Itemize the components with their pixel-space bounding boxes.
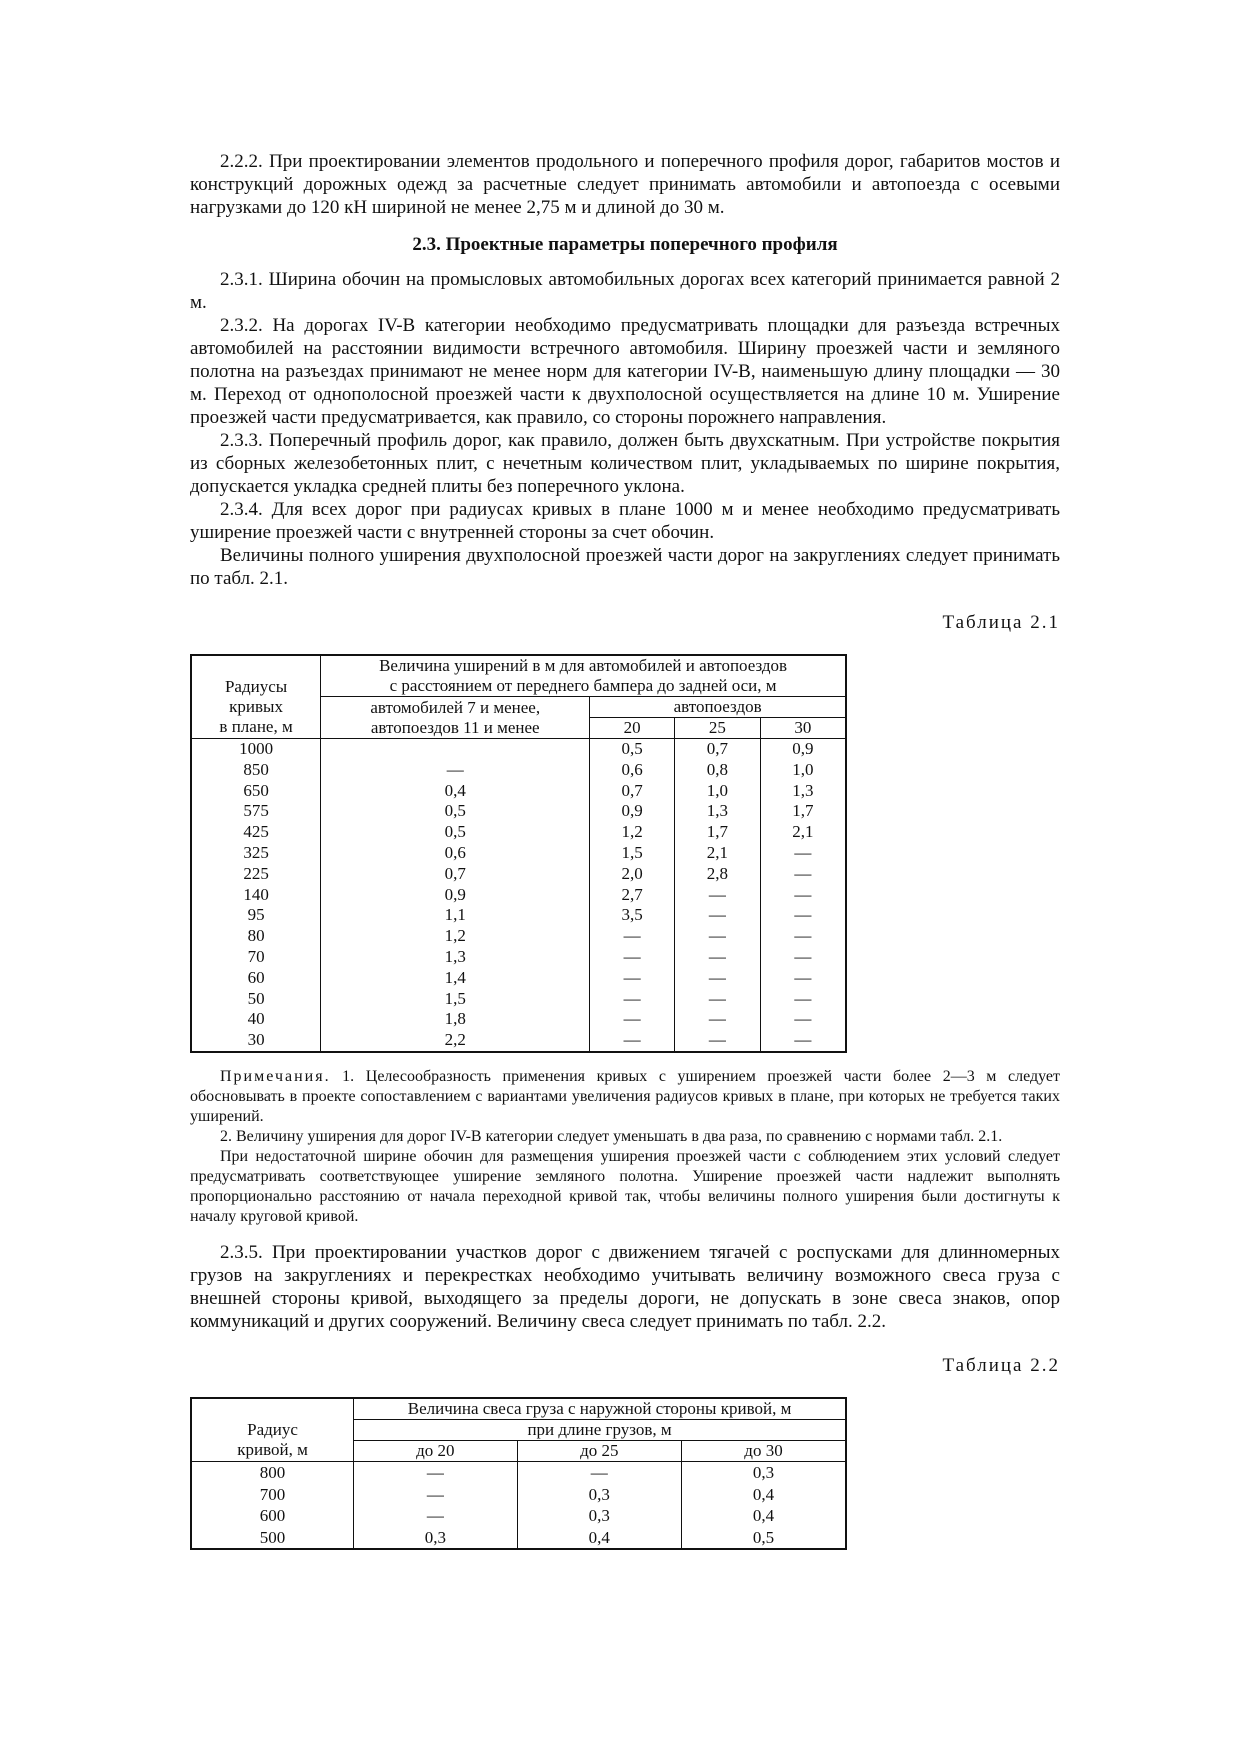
table-cell: 0,6 (590, 760, 675, 781)
table-cell: — (354, 1461, 517, 1483)
table-cell: 60 (191, 968, 321, 989)
table-1-header-trains: автопоездов (590, 697, 846, 718)
table-2-header-group-2: при длине грузов, м (354, 1419, 846, 1440)
table-cell: 0,4 (682, 1484, 846, 1506)
header-text: в плане, м (219, 717, 293, 736)
table-cell: — (760, 905, 846, 926)
table-cell: 700 (191, 1484, 354, 1506)
table-2-header-col: до 25 (517, 1440, 681, 1461)
table-cell: — (760, 947, 846, 968)
table-row (191, 1461, 846, 1483)
table-2-2-caption: Таблица 2.2 (942, 1354, 1060, 1376)
table-cell: 325 (191, 843, 321, 864)
table-row (191, 1030, 846, 1052)
table-2-1-caption: Таблица 2.1 (942, 612, 1060, 633)
table-cell: 0,5 (321, 822, 590, 843)
table-cell: 0,8 (675, 760, 761, 781)
table-cell: — (590, 1030, 675, 1052)
table-cell: 2,0 (590, 864, 675, 885)
table-cell: 0,7 (675, 739, 761, 760)
table-1-header-col: 30 (760, 718, 846, 739)
table-row (191, 1009, 846, 1030)
table-cell: 0,3 (517, 1484, 681, 1506)
table-row (191, 1505, 846, 1527)
header-text: Радиус (247, 1419, 298, 1439)
table-1-body (191, 739, 846, 1052)
table-2-header-col: до 30 (682, 1440, 846, 1461)
table-cell: — (760, 926, 846, 947)
table-cell: 70 (191, 947, 321, 968)
table-cell: 1,7 (675, 822, 761, 843)
table-cell: — (760, 843, 846, 864)
header-text: Величина уширений в м для автомобилей и автопоездов (379, 656, 788, 675)
note-1-text: 1. Целесообразность применения кривых с уширением проезжей части более 2—3 м следует обосновывать в проекте сопоставлением с вариантами увеличения радиусов кривых в плане, при которых не требуется таких уширений. (190, 1067, 1061, 1125)
table-cell: — (675, 968, 761, 989)
note-2: 2. Величину уширения для дорог IV-В категории следует уменьшать в два раза, по сравнению с нормами табл. 2.1. (220, 1127, 1003, 1145)
table-cell: 2,2 (321, 1030, 590, 1052)
table-cell: 1,5 (321, 989, 590, 1010)
paragraph-2-3-1: 2.3.1. Ширина обочин на промысловых автомобильных дорогах всех категорий принимается равной 2 м. (190, 269, 1060, 313)
table-cell: 30 (191, 1030, 321, 1052)
table-1-header-col: 20 (590, 718, 675, 739)
table-1-header-radius (191, 655, 321, 739)
table-cell: 0,7 (321, 864, 590, 885)
table-cell: — (321, 760, 590, 781)
table-cell: 1,8 (321, 1009, 590, 1030)
document-page (190, 150, 1060, 1550)
table-cell: 1,3 (675, 801, 761, 822)
table-cell: 2,7 (590, 885, 675, 906)
table-cell: 225 (191, 864, 321, 885)
table-row (191, 947, 846, 968)
table-cell: 0,5 (321, 801, 590, 822)
table-cell: 1,2 (321, 926, 590, 947)
table-cell: 3,5 (590, 905, 675, 926)
table-1-header-cars (321, 697, 590, 739)
table-cell: 1,1 (321, 905, 590, 926)
table-row (191, 1484, 846, 1506)
table-cell: — (675, 947, 761, 968)
paragraph-2-3-2: 2.3.2. На дорогах IV-В категории необходимо предусматривать площадки для разъезда встречных автомобилей на расстоянии видимости встречного автомобиля. Ширину проезжей части и земляного полотна на разъездах принимают не менее норм для категории IV-В, наименьшую длину площадки — 30 м. Переход от однополосной проезжей части к двухполосной осуществляется на длине 10 м. Уширение проезжей части предусматривается, как правило, со стороны порожнего направления. (190, 315, 1060, 428)
table-row (191, 739, 846, 760)
paragraph-2-3-3: 2.3.3. Поперечный профиль дорог, как правило, должен быть двухскатным. При устройстве покрытия из сборных железобетонных плит, с нечетным количеством плит, укладываемых по ширине покрытия, допускается укладка средней плиты без поперечного уклона. (190, 430, 1060, 497)
table-cell: 2,8 (675, 864, 761, 885)
table-row (191, 822, 846, 843)
paragraph-2-2-2: 2.2.2. При проектировании элементов продольного и поперечного профиля дорог, габаритов мостов и конструкций дорожных одежд за расчетные следует принимать автомобили и автопоезда с осевыми нагрузками до 120 кН шириной не менее 2,75 м и длиной до 30 м. (190, 151, 1060, 218)
table-row (191, 926, 846, 947)
table-cell: — (590, 947, 675, 968)
table-cell: 2,1 (675, 843, 761, 864)
table-cell: — (760, 1009, 846, 1030)
table-cell: — (517, 1461, 681, 1483)
table-cell: — (675, 885, 761, 906)
note-1 (190, 1067, 1060, 1127)
table-2-1 (190, 654, 847, 1053)
table-cell: 2,1 (760, 822, 846, 843)
table-cell: 0,4 (517, 1527, 681, 1550)
table-cell: 1,3 (321, 947, 590, 968)
paragraph-widening: Величины полного уширения двухполосной проезжей части дорог на закруглениях следует принимать по табл. 2.1. (190, 545, 1060, 589)
table-2-header-col: до 20 (354, 1440, 517, 1461)
header-text: Радиусы (224, 677, 288, 696)
table-cell: — (590, 1009, 675, 1030)
notes-block (190, 1067, 1060, 1227)
table-2-body (191, 1461, 846, 1549)
table-cell: 1,0 (760, 760, 846, 781)
table-cell: — (675, 905, 761, 926)
table-2-header-radius (191, 1398, 354, 1462)
table-cell: 0,6 (321, 843, 590, 864)
table-cell: — (760, 885, 846, 906)
table-cell: — (760, 968, 846, 989)
table-cell: 425 (191, 822, 321, 843)
table-cell: 1,5 (590, 843, 675, 864)
table-cell: 40 (191, 1009, 321, 1030)
table-1-header-group (321, 655, 846, 697)
table-cell: 0,3 (354, 1527, 517, 1550)
table-cell (321, 739, 590, 760)
table-row (191, 989, 846, 1010)
table-row (191, 801, 846, 822)
table-cell: 80 (191, 926, 321, 947)
table-cell: — (760, 864, 846, 885)
table-row (191, 885, 846, 906)
table-row (191, 760, 846, 781)
table-cell: 500 (191, 1527, 354, 1550)
table-cell: 0,4 (682, 1505, 846, 1527)
paragraph-2-3-4: 2.3.4. Для всех дорог при радиусах кривых в плане 1000 м и менее необходимо предусматривать уширение проезжей части с внутренней стороны за счет обочин. (190, 499, 1060, 543)
header-text: автомобилей 7 и менее, (370, 697, 541, 717)
table-cell: 0,3 (517, 1505, 681, 1527)
table-cell: 1,7 (760, 801, 846, 822)
table-cell: 1000 (191, 739, 321, 760)
table-cell: 1,2 (590, 822, 675, 843)
table-cell: 50 (191, 989, 321, 1010)
table-cell: 0,4 (321, 781, 590, 802)
table-2-2 (190, 1397, 847, 1550)
table-cell: 0,5 (590, 739, 675, 760)
table-cell: — (590, 926, 675, 947)
table-cell: 0,3 (682, 1461, 846, 1483)
table-cell: — (675, 989, 761, 1010)
header-text: с расстоянием от переднего бампера до задней оси, м (389, 676, 777, 695)
table-cell: 1,3 (760, 781, 846, 802)
table-cell: 575 (191, 801, 321, 822)
table-cell: 0,9 (321, 885, 590, 906)
table-row (191, 968, 846, 989)
table-cell: 140 (191, 885, 321, 906)
table-cell: — (760, 1030, 846, 1052)
table-cell: 0,7 (590, 781, 675, 802)
table-cell: 1,0 (675, 781, 761, 802)
table-cell: 650 (191, 781, 321, 802)
table-cell: 1,4 (321, 968, 590, 989)
table-cell: — (590, 989, 675, 1010)
table-row (191, 843, 846, 864)
table-1-header-col: 25 (675, 718, 761, 739)
paragraph-2-3-5: 2.3.5. При проектировании участков дорог с движением тягачей с роспусками для длинномерных грузов на закруглениях и перекрестках необходимо учитывать величину возможного свеса груза с внешней стороны кривой, выходящего за пределы дороги, не допускать в зоне свеса знаков, опор коммуникаций и других сооружений. Величину свеса следует принимать по табл. 2.2. (190, 1241, 1060, 1332)
table-cell: 600 (191, 1505, 354, 1527)
table-row (191, 905, 846, 926)
table-cell: 0,5 (682, 1527, 846, 1550)
table-cell: 95 (191, 905, 321, 926)
table-cell: — (675, 1030, 761, 1052)
table-row (191, 1527, 846, 1550)
header-text: автопоездов 11 и менее (370, 717, 540, 737)
table-row (191, 864, 846, 885)
table-cell: — (675, 926, 761, 947)
table-cell: 0,9 (760, 739, 846, 760)
table-cell: — (675, 1009, 761, 1030)
notes-label: Примечания. (220, 1067, 331, 1085)
table-cell: 850 (191, 760, 321, 781)
table-cell: — (354, 1484, 517, 1506)
table-2-header-group-1: Величина свеса груза с наружной стороны кривой, м (354, 1398, 846, 1420)
header-text: кривых (229, 697, 283, 716)
table-cell: — (590, 968, 675, 989)
table-cell: 0,9 (590, 801, 675, 822)
table-cell: 800 (191, 1461, 354, 1483)
table-cell: — (760, 989, 846, 1010)
section-heading: 2.3. Проектные параметры поперечного профиля (412, 234, 838, 255)
note-3: При недостаточной ширине обочин для размещения уширения проезжей части с соблюдением этих условий следует предусматривать соответствующее уширение земляного полотна. Уширение проезжей части надлежит выполнять пропорционально расстоянию от начала переходной кривой так, чтобы величины полного уширения были достигнуты к началу круговой кривой. (190, 1147, 1060, 1225)
table-cell: — (354, 1505, 517, 1527)
table-row (191, 781, 846, 802)
header-text: кривой, м (237, 1439, 308, 1459)
